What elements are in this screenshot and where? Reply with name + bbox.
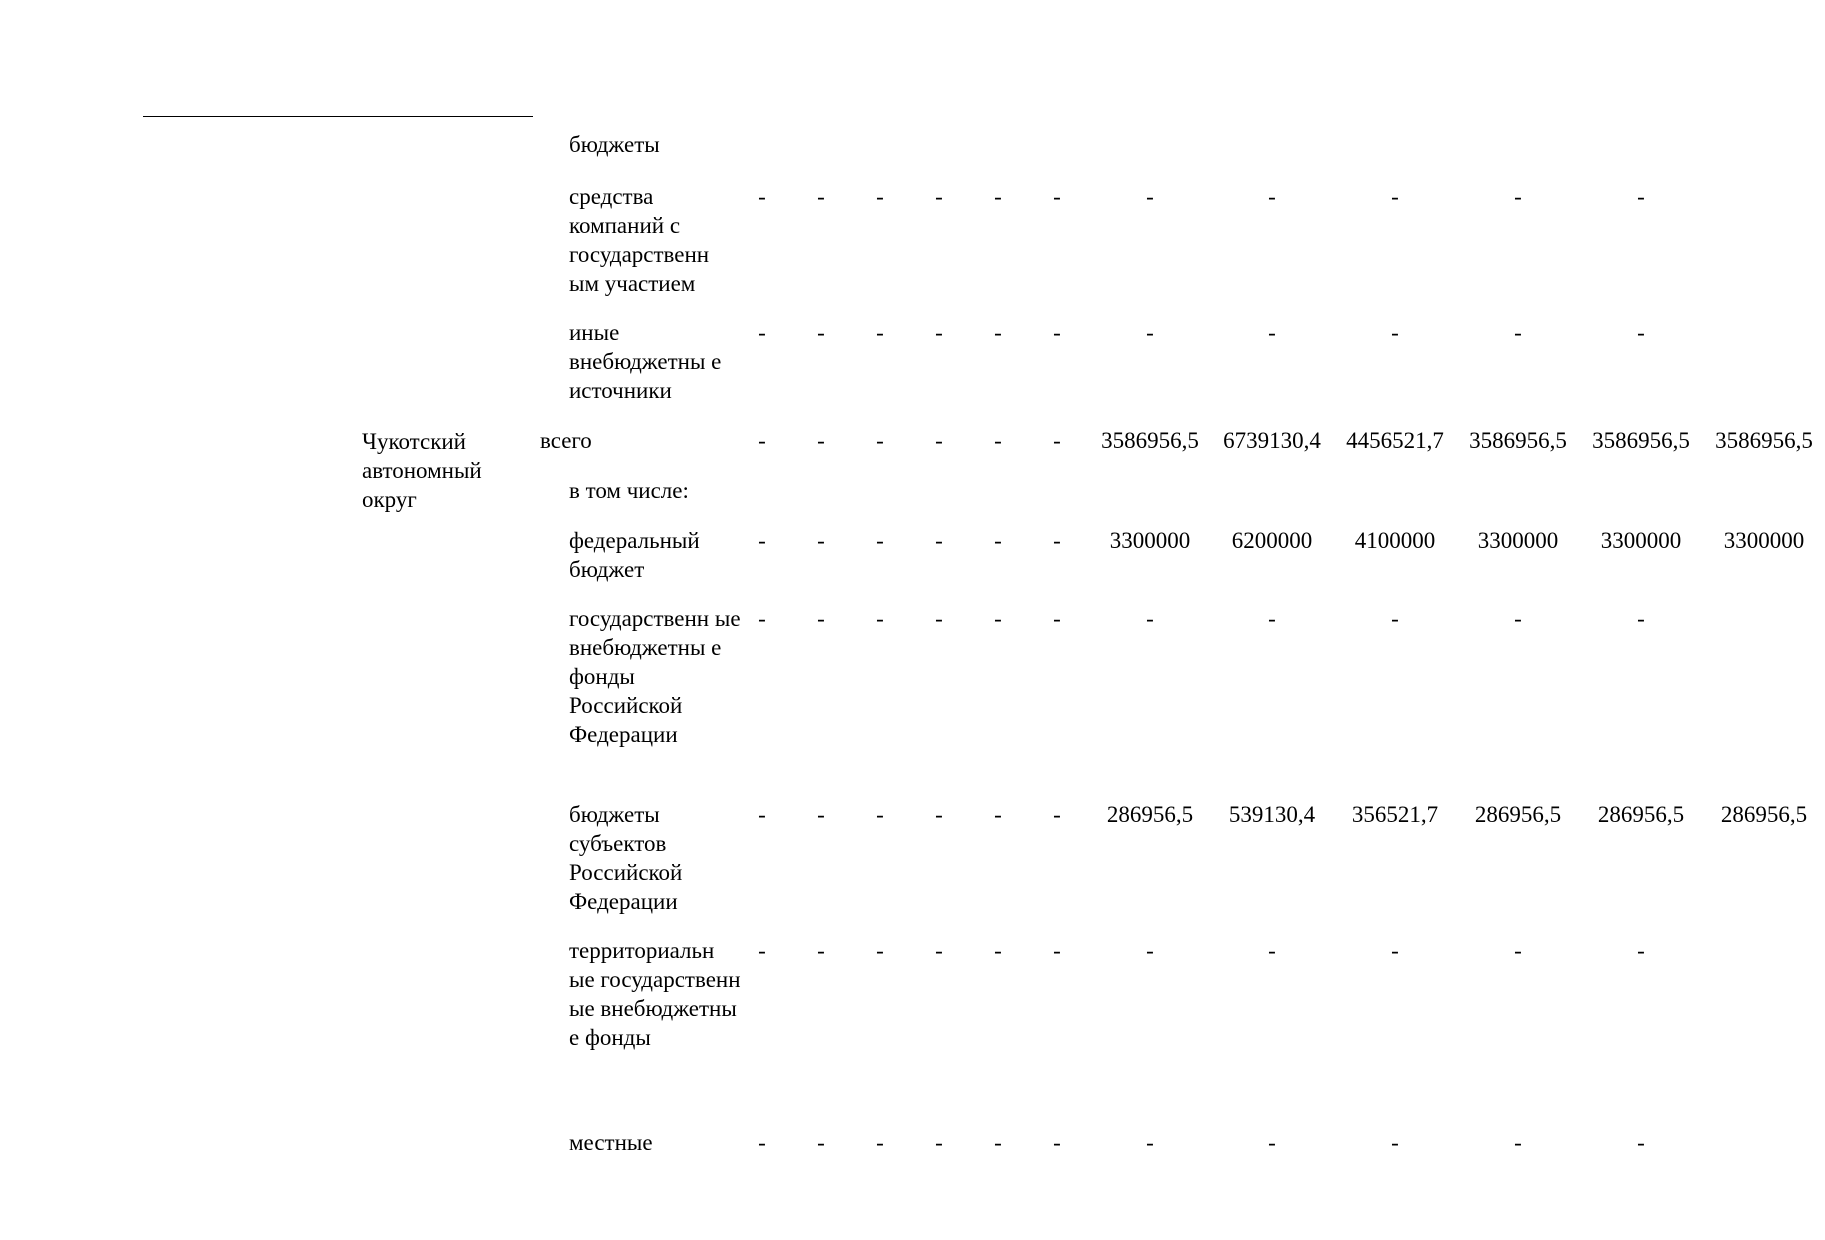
dash-cell: - (994, 184, 1002, 209)
dash-cell: - (1053, 184, 1061, 209)
dash-cell: - (817, 802, 825, 827)
source-label: территориальн ые государственн ые внебюджетны е фонды (569, 938, 741, 1050)
value-cell: - (1391, 1130, 1399, 1155)
value-cell: - (1637, 938, 1645, 963)
value-cell: - (1268, 184, 1276, 209)
dash-cell: - (876, 184, 884, 209)
value-cell: 286956,5 (1597, 802, 1685, 827)
value-cell: - (1268, 1130, 1276, 1155)
value-cell: 356521,7 (1351, 802, 1439, 827)
value-cell: - (1514, 320, 1522, 345)
top-rule-divider (143, 116, 533, 117)
value-cell: 3300000 (1109, 528, 1191, 553)
source-label: иные внебюджетны е источники (569, 320, 722, 403)
dash-cell: - (935, 528, 943, 553)
value-cell: 3300000 (1477, 528, 1559, 553)
source-label: государственн ые внебюджетны е фонды Российской Федерации (569, 606, 741, 747)
dash-cell: - (817, 606, 825, 631)
dash-cell: - (758, 1130, 766, 1155)
dash-cell: - (758, 528, 766, 553)
value-cell: 539130,4 (1228, 802, 1316, 827)
dash-cell: - (935, 802, 943, 827)
value-cell: - (1391, 320, 1399, 345)
dash-cell: - (817, 1130, 825, 1155)
dash-cell: - (935, 938, 943, 963)
value-cell: 4456521,7 (1346, 428, 1444, 453)
dash-cell: - (935, 606, 943, 631)
value-cell: 3586956,5 (1715, 428, 1813, 453)
region-name: Чукотский автономный округ (362, 429, 482, 512)
source-label: бюджеты (569, 132, 660, 157)
dash-cell: - (1053, 802, 1061, 827)
value-cell: - (1268, 938, 1276, 963)
dash-cell: - (876, 938, 884, 963)
value-cell: 286956,5 (1720, 802, 1808, 827)
dash-cell: - (876, 802, 884, 827)
dash-cell: - (876, 428, 884, 453)
dash-cell: - (817, 320, 825, 345)
value-cell: 4100000 (1354, 528, 1436, 553)
value-cell: 286956,5 (1474, 802, 1562, 827)
value-cell: - (1391, 606, 1399, 631)
value-cell: 3300000 (1600, 528, 1682, 553)
dash-cell: - (876, 606, 884, 631)
value-cell: 6200000 (1231, 528, 1313, 553)
value-cell: - (1146, 184, 1154, 209)
value-cell: 3586956,5 (1592, 428, 1690, 453)
value-cell: - (1514, 938, 1522, 963)
value-cell: - (1391, 938, 1399, 963)
dash-cell: - (817, 528, 825, 553)
dash-cell: - (994, 528, 1002, 553)
source-label: бюджеты субъектов Российской Федерации (569, 802, 683, 914)
dash-cell: - (994, 606, 1002, 631)
value-cell: 3586956,5 (1469, 428, 1567, 453)
dash-cell: - (994, 802, 1002, 827)
dash-cell: - (1053, 606, 1061, 631)
dash-cell: - (994, 938, 1002, 963)
dash-cell: - (876, 320, 884, 345)
dash-cell: - (935, 184, 943, 209)
value-cell: - (1268, 606, 1276, 631)
dash-cell: - (758, 320, 766, 345)
value-cell: 3586956,5 (1101, 428, 1199, 453)
value-cell: - (1146, 320, 1154, 345)
source-label: федеральный бюджет (569, 528, 700, 582)
dash-cell: - (758, 606, 766, 631)
dash-cell: - (817, 184, 825, 209)
dash-cell: - (935, 428, 943, 453)
value-cell: 3300000 (1723, 528, 1805, 553)
dash-cell: - (1053, 320, 1061, 345)
value-cell: - (1146, 606, 1154, 631)
dash-cell: - (1053, 428, 1061, 453)
source-label: в том числе: (569, 478, 689, 503)
dash-cell: - (876, 1130, 884, 1155)
value-cell: 6739130,4 (1223, 428, 1321, 453)
dash-cell: - (994, 428, 1002, 453)
dash-cell: - (758, 802, 766, 827)
value-cell: - (1514, 1130, 1522, 1155)
value-cell: 286956,5 (1106, 802, 1194, 827)
value-cell: - (1637, 1130, 1645, 1155)
value-cell: - (1637, 320, 1645, 345)
dash-cell: - (758, 428, 766, 453)
source-label: всего (540, 428, 592, 453)
value-cell: - (1146, 1130, 1154, 1155)
dash-cell: - (994, 1130, 1002, 1155)
value-cell: - (1514, 184, 1522, 209)
value-cell: - (1637, 606, 1645, 631)
dash-cell: - (758, 184, 766, 209)
dash-cell: - (876, 528, 884, 553)
dash-cell: - (935, 1130, 943, 1155)
dash-cell: - (935, 320, 943, 345)
value-cell: - (1391, 184, 1399, 209)
dash-cell: - (758, 938, 766, 963)
dash-cell: - (1053, 528, 1061, 553)
value-cell: - (1146, 938, 1154, 963)
source-label: местные (569, 1130, 653, 1155)
dash-cell: - (1053, 938, 1061, 963)
dash-cell: - (994, 320, 1002, 345)
dash-cell: - (1053, 1130, 1061, 1155)
value-cell: - (1637, 184, 1645, 209)
source-label: средства компаний с государственн ым участием (569, 184, 710, 296)
dash-cell: - (817, 938, 825, 963)
dash-cell: - (817, 428, 825, 453)
value-cell: - (1514, 606, 1522, 631)
value-cell: - (1268, 320, 1276, 345)
